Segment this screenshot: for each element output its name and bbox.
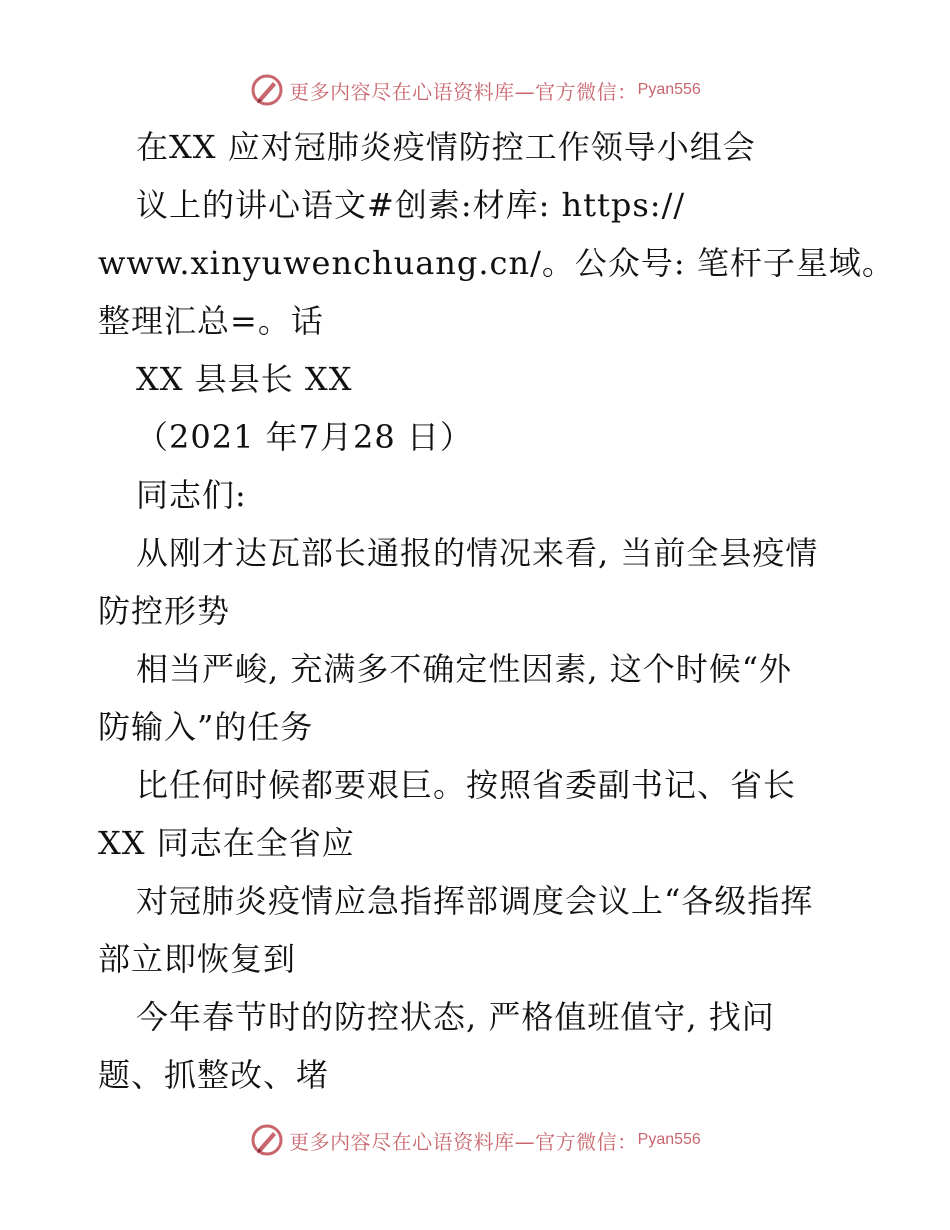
pen-logo-icon (249, 72, 285, 108)
text-line: XX 同志在全省应 (98, 824, 355, 862)
banner-text: 更多内容尽在心语资料库—官方微信： (289, 79, 638, 104)
text-line: 在XX 应对冠肺炎疫情防控工作领导小组会 (136, 128, 756, 166)
header-banner (0, 68, 950, 112)
text-line: 从刚才达瓦部长通报的情况来看, 当前全县疫情 (136, 534, 819, 572)
banner-text: 更多内容尽在心语资料库—官方微信： (289, 1129, 638, 1154)
text-line: 整理汇总=。话 (98, 302, 324, 340)
text-line: XX 县县长 XX (136, 360, 353, 398)
text-line: 防输入”的任务 (98, 708, 314, 746)
text-line: 今年春节时的防控状态, 严格值班值守, 找问 (136, 998, 775, 1036)
footer-banner (0, 1118, 950, 1162)
document-body (98, 118, 895, 1104)
text-line: 部立即恢复到 (98, 940, 297, 978)
text-line: 防控形势 (98, 592, 231, 630)
text-line: 比任何时候都要艰巨。按照省委副书记、省长 (136, 766, 797, 804)
banner-wechat-id: Pyan556 (637, 81, 701, 98)
text-line: 题、抓整改、堵 (98, 1056, 330, 1094)
text-line: 同志们: (136, 476, 247, 514)
banner-wechat-id: Pyan556 (637, 1131, 701, 1148)
pen-logo-icon (249, 1122, 285, 1158)
text-line: 对冠肺炎疫情应急指挥部调度会议上“各级指挥 (136, 882, 814, 920)
text-line: 议上的讲心语文#创素:材库: https:// (136, 186, 686, 224)
text-line: （2021 年7月28 日） (136, 418, 473, 456)
text-line: 相当严峻, 充满多不确定性因素, 这个时候“外 (136, 650, 793, 688)
text-line: www.xinyuwenchuang.cn/。公众号: 笔杆子星域。 (98, 244, 895, 282)
